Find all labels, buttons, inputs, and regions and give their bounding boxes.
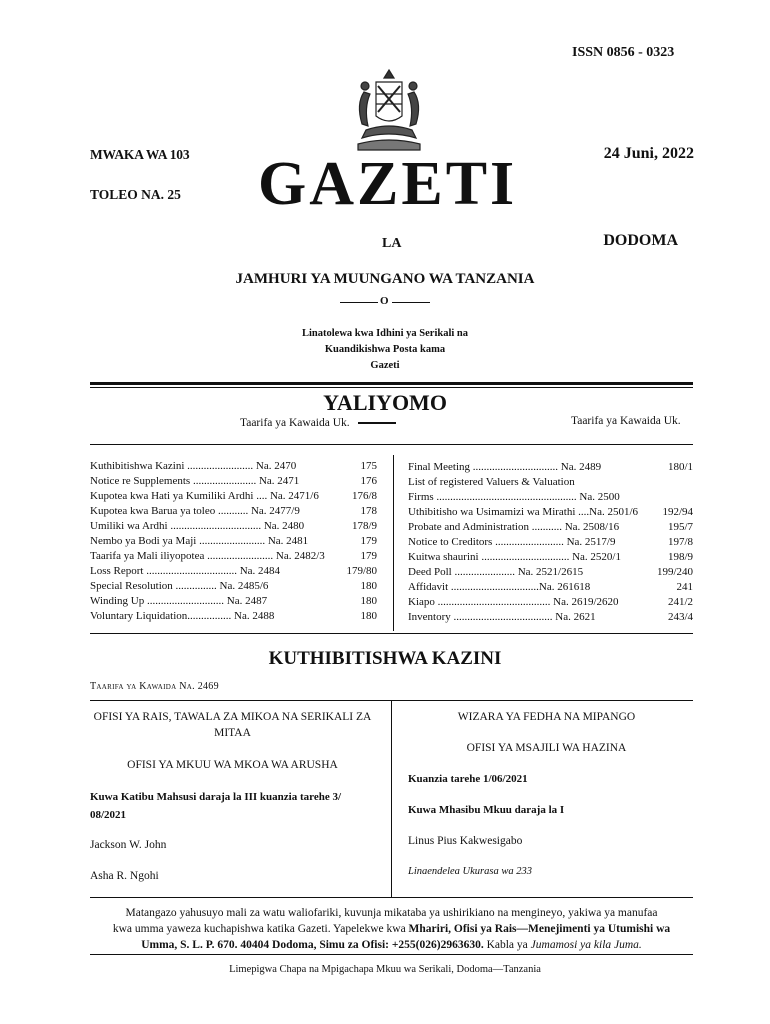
notice-number: Taarifa ya Kawaida Na. 2469 — [90, 681, 219, 692]
toc-entry: Firms ................................................... Na. 2500 — [408, 491, 620, 503]
toc-page: 180 — [360, 595, 377, 607]
toc-entry: Uthibitisho wa Usimamizi wa Mirathi ....Na. 2501/6 — [408, 506, 639, 518]
toc-entry: Voluntary Liquidation................ Na. 2488 — [90, 610, 275, 622]
registration-line: Kuandikishwa Posta kama — [324, 344, 446, 355]
registration-line: Linatolewa kwa Idhini ya Serikali na — [302, 328, 468, 339]
toc-entry: Final Meeting ............................... Na. 2489 — [408, 461, 602, 473]
gazette-title: GAZETI — [258, 150, 518, 218]
toc-entry: List of registered Valuers & Valuation — [408, 476, 575, 488]
contents-column-divider — [393, 455, 394, 631]
continued-note: Linaendelea Ukurasa wa 233 — [408, 866, 532, 877]
toc-entry: Affidavit ................................Na. 261618 — [408, 581, 591, 593]
toc-page: 180 — [360, 610, 377, 622]
issue-date: 24 Juni, 2022 — [603, 145, 694, 162]
toc-entry: Inventory .................................... Na. 2621 — [408, 611, 596, 623]
toc-entry: Winding Up ............................ Na. 2487 — [90, 595, 268, 607]
publication-place: DODOMA — [603, 232, 678, 249]
contents-left-header — [240, 417, 396, 429]
ornament-line-left — [340, 302, 378, 303]
toc-entry: Nembo ya Bodi ya Maji ........................ Na. 2481 — [90, 535, 309, 547]
toc-page: 192/94 — [662, 506, 693, 518]
toc-page: 241/2 — [667, 596, 693, 608]
ornament-line-right — [392, 302, 430, 303]
toc-entry: Notice to Creditors ......................... Na. 2517/9 — [408, 536, 616, 548]
title-connector: LA — [382, 236, 402, 251]
right-office-heading: OFISI YA MSAJILI WA HAZINA — [466, 742, 627, 754]
toc-page: 175 — [360, 460, 377, 472]
contents-divider — [90, 444, 693, 445]
contents-bottom-divider — [90, 633, 693, 634]
toc-page: 178 — [360, 505, 377, 517]
toc-entry: Kuthibitishwa Kazini ........................ Na. 2470 — [90, 460, 297, 472]
section-title: KUTHIBITISHWA KAZINI — [268, 648, 502, 669]
toc-entry: Notice re Supplements ....................... Na. 2471 — [90, 475, 300, 487]
coat-of-arms-emblem — [346, 64, 432, 154]
toc-page: 243/4 — [667, 611, 693, 623]
toc-entry: Kupotea kwa Barua ya toleo ........... Na. 2477/9 — [90, 505, 300, 517]
toc-page: 198/9 — [667, 551, 693, 563]
toc-page: 176/8 — [351, 490, 377, 502]
footer-bold-span: Umma, S. L. P. 670. 40404 Dodoma, Simu za Ofisi: +255(026)2963630. — [141, 939, 484, 951]
right-position: Kuwa Mhasibu Mkuu daraja la I — [408, 804, 565, 816]
ornament-circle: O — [380, 295, 389, 307]
contents-right-header: Taarifa ya Kawaida Uk. — [571, 415, 681, 427]
volume-year: MWAKA WA 103 — [90, 147, 190, 162]
appointee-name: Jackson W. John — [90, 839, 167, 851]
left-position: Kuwa Katibu Mahsusi daraja la III kuanzia tarehe 3/ 08/2021 — [90, 791, 342, 821]
divider-thin — [90, 387, 693, 388]
appointee-name: Asha R. Ngohi — [90, 870, 159, 882]
title-ornament — [340, 297, 430, 309]
issn-number: ISSN 0856 - 0323 — [572, 45, 675, 60]
toc-entry: Taarifa ya Mali iliyopotea ........................ Na. 2482/3 — [90, 550, 325, 562]
toc-entry: Deed Poll ...................... Na. 2521/2615 — [408, 566, 584, 578]
toc-entry: Umiliki wa Ardhi ................................. Na. 2480 — [90, 520, 305, 532]
contents-left-header-text: Taarifa ya Kawaida Uk. — [240, 417, 350, 429]
footer-notice — [90, 905, 693, 953]
issue-number: TOLEO NA. 25 — [90, 187, 181, 202]
footer-line: Matangazo yahusuyo mali za watu waliofariki, kuvunja mikataba ya ushirikiano na mengineyo, yakiwa ya manufaa — [125, 907, 658, 919]
footer-text-span: Kabla ya — [483, 939, 531, 951]
toc-entry: Kupotea kwa Hati ya Kumiliki Ardhi .... Na. 2471/6 — [90, 490, 319, 502]
toc-page: 197/8 — [667, 536, 693, 548]
footer-divider — [90, 897, 693, 898]
left-sub-office: OFISI YA MKUU WA MKOA WA ARUSHA — [127, 759, 338, 771]
toc-entry: Probate and Administration ........... Na. 2508/16 — [408, 521, 620, 533]
toc-page: 241 — [676, 581, 693, 593]
header-blank-rule — [358, 422, 396, 424]
toc-page: 178/9 — [351, 520, 377, 532]
footer-line — [90, 937, 693, 953]
right-effective-date: Kuanzia tarehe 1/06/2021 — [408, 773, 528, 785]
toc-page: 180/1 — [667, 461, 693, 473]
appointee-name: Linus Pius Kakwesigabo — [408, 835, 523, 847]
notice-column-divider — [391, 700, 392, 897]
toc-entry: Kuitwa shaurini ................................ Na. 2520/1 — [408, 551, 621, 563]
left-office-heading: OFISI YA RAIS, TAWALA ZA MIKOA NA SERIKALI ZA MITAA — [93, 711, 372, 739]
footer-bold-span: Mhariri, Ofisi ya Rais—Menejimenti ya Utumishi wa — [408, 923, 671, 935]
footer-line — [90, 921, 693, 937]
registration-note — [0, 326, 770, 374]
toc-entry: Kiapo ......................................... Na. 2619/2620 — [408, 596, 619, 608]
contents-title: YALIYOMO — [323, 390, 447, 415]
right-ministry-heading: WIZARA YA FEDHA NA MIPANGO — [457, 711, 636, 723]
toc-page: 179 — [360, 550, 377, 562]
divider-thick — [90, 382, 693, 385]
republic-name: JAMHURI YA MUUNGANO WA TANZANIA — [235, 271, 535, 287]
toc-page: 180 — [360, 580, 377, 592]
toc-entry: Loss Report ................................. Na. 2484 — [90, 565, 281, 577]
toc-page: 195/7 — [667, 521, 693, 533]
toc-page: 199/240 — [656, 566, 693, 578]
printer-credit: Limepigwa Chapa na Mpigachapa Mkuu wa Serikali, Dodoma—Tanzania — [229, 964, 541, 975]
toc-page: 176 — [360, 475, 377, 487]
footer-italic-span: Jumamosi ya kila Juma. — [530, 939, 642, 951]
footer-text-span: kwa umma yaweza kuchapishwa katika Gazeti. Yapelekwe kwa — [112, 923, 409, 935]
printer-divider — [90, 954, 693, 955]
toc-page: 179/80 — [346, 565, 377, 577]
toc-entry: Special Resolution ............... Na. 2485/6 — [90, 580, 269, 592]
toc-page: 179 — [360, 535, 377, 547]
registration-line: Gazeti — [370, 360, 400, 371]
